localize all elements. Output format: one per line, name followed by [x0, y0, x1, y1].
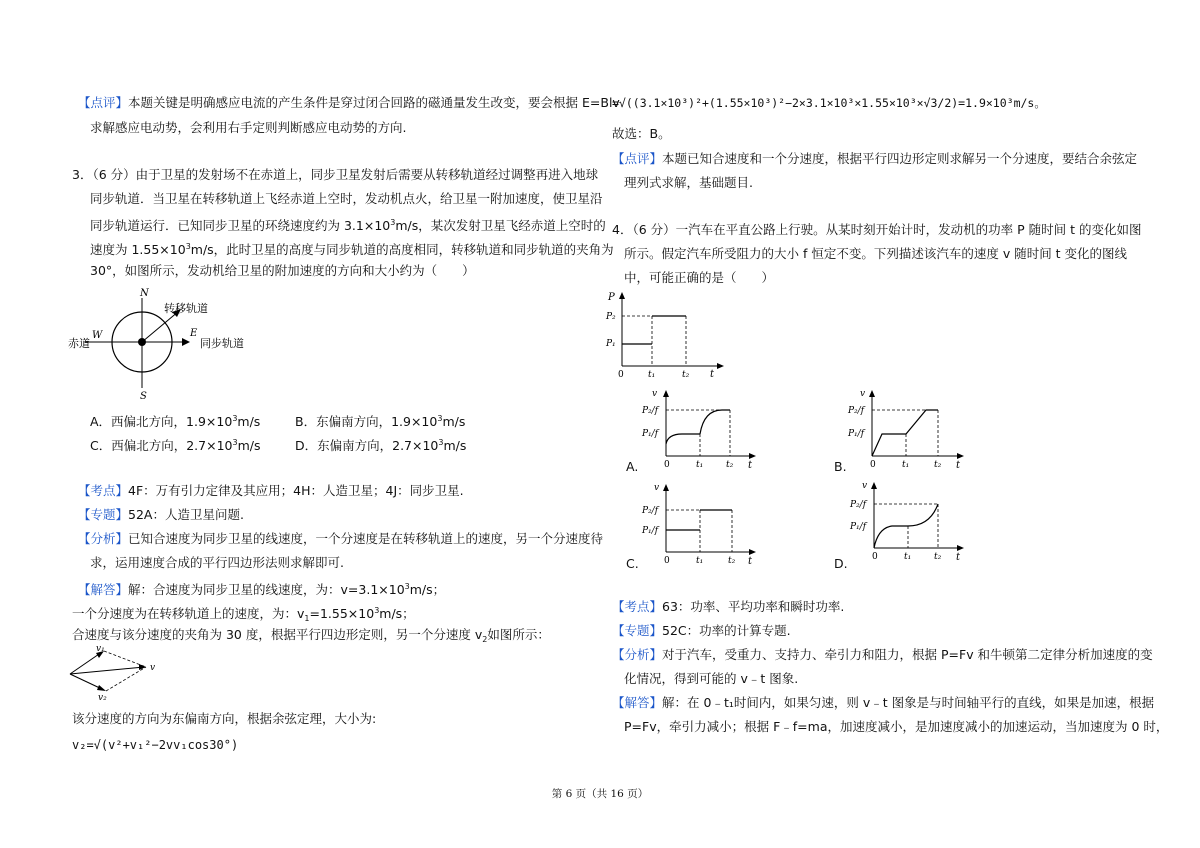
origin-label: 0 — [664, 556, 670, 566]
jieda-text2b: =1.55×10 — [309, 606, 375, 621]
kaodian-line — [78, 482, 464, 500]
p2f-label: P₂/f — [850, 500, 867, 510]
p1f-label: P₁/f — [848, 429, 865, 439]
t1-label: t₁ — [904, 552, 912, 562]
zhuanti-line — [78, 506, 244, 524]
sub: 2 — [482, 635, 488, 644]
graph-a — [640, 386, 760, 472]
origin-label: 0 — [664, 460, 670, 470]
jieda-line2 — [72, 602, 415, 628]
jieda-text1: 解：合速度为同步卫星的线速度，为：v=3.1×10 — [128, 582, 405, 597]
zhuanti-text: 52C：功率的计算专题. — [662, 623, 791, 638]
equator-label: 赤道 — [68, 337, 90, 350]
east-label: E — [190, 328, 198, 339]
t1-label: t₁ — [696, 556, 704, 566]
graph-d — [846, 478, 970, 564]
origin-label: 0 — [872, 552, 878, 562]
fenxi-tag: 【分析】 — [78, 531, 129, 546]
jieda-text1: 解：在 0﹣t₁时间内，如果匀速，则 v﹣t 图象是与时间轴平行的直线，如果是加速，根据 — [662, 695, 1155, 710]
option-b — [295, 410, 465, 431]
t2-label: t₂ — [934, 552, 942, 562]
option-d — [295, 434, 466, 455]
answer-line: 故选：B。 — [612, 126, 671, 141]
r-fenxi-line2: 化情况，得到可能的 v﹣t 图象. — [624, 671, 799, 686]
pingjia-tag: 【点评】 — [78, 95, 129, 110]
jieda-tag: 【解答】 — [612, 695, 663, 710]
q4-line2: 所示。假定汽车所受阻力的大小 f 恒定不变。下列描述该汽车的速度 v 随时间 t 变化的图线 — [624, 246, 1128, 261]
sync-orbit-label: 同步轨道 — [200, 337, 244, 350]
jieda-text2c: m/s； — [379, 606, 415, 621]
t-axis-label: t — [748, 556, 753, 566]
v-axis-label: v — [862, 481, 868, 491]
exp: 3 — [404, 582, 410, 591]
t2-label: t₂ — [728, 556, 736, 566]
t-axis-label: t — [748, 460, 753, 471]
fenxi-tag: 【分析】 — [612, 647, 663, 662]
unit: m/s — [443, 438, 467, 453]
q3-line3 — [90, 214, 606, 235]
label-b: B. — [834, 459, 847, 474]
q4-line1: 4．（6 分）一汽车在平直公路上行驶。从某时刻开始计时，发动机的功率 P 随时间 t 的变化如图 — [612, 222, 1142, 237]
v-axis-label: v — [860, 389, 866, 399]
t-axis-label: t — [710, 369, 715, 380]
zhuanti-tag: 【专题】 — [78, 507, 129, 522]
vector-figure — [66, 644, 166, 702]
t1-label: t₁ — [902, 460, 910, 470]
fenxi-line2: 求，运用速度合成的平行四边形法则求解即可. — [90, 555, 344, 570]
label-d: D. — [834, 556, 848, 571]
power-time-graph — [600, 288, 730, 380]
v2-label: v₂ — [98, 693, 107, 702]
label-c: C. — [626, 556, 639, 571]
jieda-line4: 该分速度的方向为东偏南方向，根据余弦定理，大小为: — [72, 711, 377, 726]
q3-line2: 同步轨道．当卫星在转移轨道上飞经赤道上空时，发动机点火，给卫星一附加速度，使卫星沿 — [90, 191, 603, 206]
p1-text1: 本题关键是明确感应电流的产生条件是穿过闭合回路的磁通量发生改变，要会根据 E=Blv — [128, 95, 620, 110]
option-c-text: C．西偏北方向，2.7×10 — [90, 438, 233, 453]
kaodian-text: 63：功率、平均功率和瞬时功率. — [662, 599, 845, 614]
p2f-label: P₂/f — [848, 406, 865, 416]
exp: 3 — [438, 438, 444, 447]
kaodian-text: 4F：万有引力定律及其应用；4H：人造卫星；4J：同步卫星. — [128, 483, 464, 498]
jieda-text1b: m/s； — [409, 582, 446, 597]
t2-label: t₂ — [934, 460, 942, 470]
p1-label: P₁ — [606, 339, 616, 349]
formula-1: v₂=√(v²+v₁²−2vv₁cos30°) — [72, 738, 239, 752]
fenxi-text1: 对于汽车，受重力、支持力、牵引力和阻力，根据 P=Fv 和牛顿第二定律分析加速度的变 — [662, 647, 1153, 662]
formula-2: =√((3.1×10³)²+(1.55×10³)²−2×3.1×10³×1.55×10³×√3/2)=1.9×10³m/s。 — [612, 96, 1046, 110]
north-label: N — [140, 288, 149, 299]
exp: 3 — [390, 218, 396, 227]
unit: m/s — [237, 414, 261, 429]
orbit-figure — [60, 284, 260, 402]
exp: 3 — [232, 414, 238, 423]
dianping-tag: 【点评】 — [612, 151, 663, 166]
p1f-label: P₁/f — [850, 522, 867, 532]
q4-line3: 中，可能正确的是（ ） — [624, 270, 775, 285]
q3-line4 — [90, 238, 614, 259]
option-b-text: B．东偏南方向，1.9×10 — [295, 414, 438, 429]
option-a — [90, 410, 260, 431]
t1-label: t₁ — [696, 460, 704, 470]
unit: m/s — [442, 414, 466, 429]
v-axis-label: v — [652, 389, 658, 399]
q3-line4a: 速度为 1.55×10 — [90, 242, 186, 257]
sub: 1 — [304, 614, 310, 623]
t1-label: t₁ — [648, 370, 656, 380]
west-label: W — [92, 330, 103, 341]
v-axis-label: v — [654, 483, 660, 493]
exp: 3 — [185, 242, 191, 251]
option-d-text: D．东偏南方向，2.7×10 — [295, 438, 439, 453]
fenxi-line1 — [78, 530, 603, 548]
r-jieda-line2: P=Fv，牵引力减小；根据 F﹣f=ma，加速度减小，是加速度减小的加速运动，当加速度为 0 时， — [624, 719, 1169, 734]
origin-label: 0 — [618, 370, 624, 380]
p1f-label: P₁/f — [642, 429, 659, 439]
kaodian-tag: 【考点】 — [78, 483, 129, 498]
dianping-line2: 理列式求解，基础题目. — [624, 175, 753, 190]
v-label: v — [150, 663, 156, 673]
option-c — [90, 434, 261, 455]
jieda-text3b: 如图所示： — [487, 627, 550, 642]
p1-line1 — [78, 94, 620, 112]
origin-label: 0 — [870, 460, 876, 470]
t-axis-label: t — [956, 460, 961, 471]
option-a-text: A．西偏北方向，1.9×10 — [90, 414, 233, 429]
r-zhuanti-line — [612, 622, 791, 640]
kaodian-tag: 【考点】 — [612, 599, 663, 614]
p2f-label: P₂/f — [642, 406, 659, 416]
dianping-line1 — [612, 150, 1137, 168]
t2-label: t₂ — [682, 370, 690, 380]
q3-line5: 30°，如图所示，发动机给卫星的附加速度的方向和大小约为（ ） — [90, 263, 475, 278]
r-kaodian-line — [612, 598, 844, 616]
zhuanti-text: 52A：人造卫星问题. — [128, 507, 244, 522]
p2-label: P₂ — [606, 312, 616, 322]
p1f-label: P₁/f — [642, 526, 659, 536]
jieda-text2a: 一个分速度为在转移轨道上的速度，为：v — [72, 606, 305, 621]
p2f-label: P₂/f — [642, 506, 659, 516]
south-label: S — [140, 391, 147, 402]
v1-label: v₁ — [96, 644, 105, 654]
jieda-line1 — [78, 578, 445, 599]
p1-line2: 求解感应电动势，会利用右手定则判断感应电动势的方向. — [90, 120, 407, 135]
graph-b — [846, 386, 970, 472]
unit: m/s — [237, 438, 261, 453]
zhuanti-tag: 【专题】 — [612, 623, 663, 638]
jieda-text3: 合速度与该分速度的夹角为 30 度，根据平行四边形定则，另一个分速度 v — [72, 627, 483, 642]
exp: 3 — [437, 414, 443, 423]
t2-label: t₂ — [726, 460, 734, 470]
q3-line3a: 同步轨道运行．已知同步卫星的环绕速度约为 3.1×10 — [90, 218, 391, 233]
t-axis-label: t — [956, 552, 961, 563]
exp: 3 — [374, 606, 380, 615]
fenxi-text1: 已知合速度为同步卫星的线速度，一个分速度是在转移轨道上的速度，另一个分速度待 — [128, 531, 604, 546]
r-jieda-line1 — [612, 694, 1154, 712]
p-axis-label: P — [608, 292, 615, 303]
exp: 3 — [232, 438, 238, 447]
page-footer: 第 6 页（共 16 页） — [551, 788, 649, 800]
q3-line1: 3．（6 分）由于卫星的发射场不在赤道上，同步卫星发射后需要从转移轨道经过调整再进入地球 — [72, 167, 599, 182]
graph-c — [640, 480, 760, 566]
label-a: A. — [626, 459, 639, 474]
jieda-tag: 【解答】 — [78, 582, 129, 597]
q3-line4b: m/s，此时卫星的高度与同步轨道的高度相同，转移轨道和同步轨道的夹角为 — [190, 242, 614, 257]
q3-line3b: m/s，某次发射卫星飞经赤道上空时的 — [395, 218, 606, 233]
r-fenxi-line1 — [612, 646, 1153, 664]
transfer-orbit-label: 转移轨道 — [164, 302, 208, 315]
dianping-text1: 本题已知合速度和一个分速度，根据平行四边形定则求解另一个分速度，要结合余弦定 — [662, 151, 1138, 166]
